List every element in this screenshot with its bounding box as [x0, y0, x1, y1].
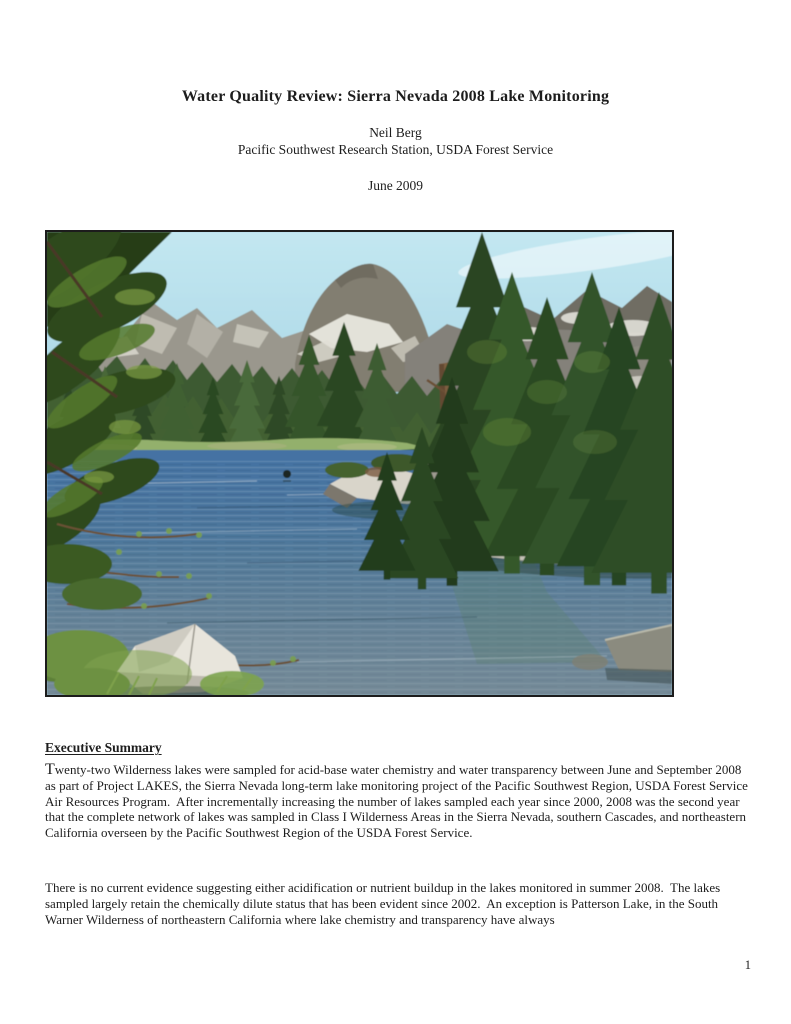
author-affiliation: Pacific Southwest Research Station, USDA Forest Service: [237, 141, 554, 157]
page-number: 1: [744, 958, 751, 972]
executive-summary-paragraph-2: There is no current evidence suggesting either acidification or nutrient buildup in the lakes monitored in summer 2008. The lakes sampled largely retain the chemically dilute status that has been evident since 2002. An exception is Patterson Lake, in the South Warner Wilderness of northeastern California where lake chemistry and transparency have always: [45, 880, 724, 927]
report-title: Water Quality Review: Sierra Nevada 2008 Lake Monitoring: [181, 88, 610, 105]
lake-photo-illustration: [47, 232, 672, 695]
report-date: June 2009: [367, 178, 424, 193]
lake-photo: [45, 230, 674, 697]
executive-summary-paragraph-1: Twenty-two Wilderness lakes were sampled for acid-base water chemistry and water transparency between June and September 2008 as part of Project LAKES, the Sierra Nevada long-term lake monitoring project of the Pacific Southwest Region, USDA Forest Service Air Resources Program. After incrementally increasing the number of lakes sampled each year since 2000, 2008 was the second year that the complete network of lakes was sampled in Class I Wilderness Areas in the Sierra Nevada, southern Cascades, and northeastern California overseen by the Pacific Southwest Region of the USDA Forest Service.: [45, 761, 751, 841]
author-name: Neil Berg: [369, 125, 422, 140]
section-heading-executive-summary: Executive Summary: [45, 740, 162, 756]
byline: [0, 125, 791, 158]
